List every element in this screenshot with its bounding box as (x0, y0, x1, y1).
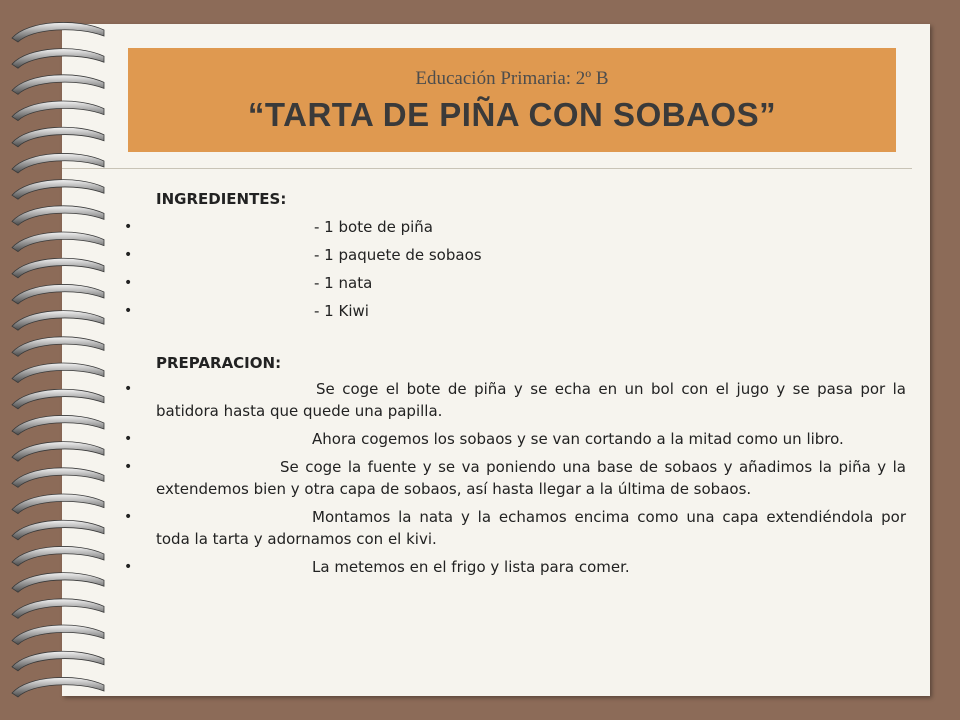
spiral-ring-icon (12, 442, 104, 462)
spiral-ring-icon (12, 284, 104, 304)
class-subtitle: Educación Primaria: 2º B (415, 68, 609, 89)
bullet-icon: • (124, 303, 133, 319)
ingredient-item (124, 272, 906, 294)
spiral-ring-icon (12, 101, 104, 121)
ingredient-text: - 1 Kiwi (314, 302, 369, 320)
spiral-ring-icon (12, 127, 104, 147)
preparation-step (124, 378, 906, 422)
ingredient-item (124, 244, 906, 266)
ingredient-item (124, 216, 906, 238)
spiral-ring-icon (12, 468, 104, 488)
spiral-ring-icon (12, 206, 104, 226)
bullet-icon: • (124, 559, 133, 575)
spiral-ring-icon (12, 232, 104, 252)
step-text: Ahora cogemos los sobaos y se van cortando a la mitad como un libro. (312, 430, 844, 448)
spiral-ring-icon (12, 49, 104, 69)
bullet-icon: • (124, 509, 133, 525)
spiral-ring-icon (12, 651, 104, 671)
ingredient-text: - 1 bote de piña (314, 218, 433, 236)
spiral-ring-icon (12, 337, 104, 357)
bullet-icon: • (124, 275, 133, 291)
spiral-ring-icon (12, 573, 104, 593)
divider-line (62, 168, 912, 169)
spiral-ring-icon (12, 546, 104, 566)
spiral-ring-icon (12, 180, 104, 200)
step-text: La metemos en el frigo y lista para comer. (312, 558, 630, 576)
ingredient-text: - 1 paquete de sobaos (314, 246, 482, 264)
spiral-ring-icon (12, 494, 104, 514)
step-text: Se coge la fuente y se va poniendo una base de sobaos y añadimos la piña y la extendemos bien y otra capa de sobaos, así hasta llegar a la última de sobaos. (156, 458, 906, 498)
recipe-content (124, 188, 906, 578)
preparation-heading: PREPARACION: (156, 354, 282, 372)
spiral-ring-icon (12, 389, 104, 409)
recipe-title: “TARTA DE PIÑA CON SOBAOS” (247, 96, 777, 133)
spiral-ring-icon (12, 677, 104, 697)
bullet-icon: • (124, 247, 133, 263)
preparation-step (124, 428, 906, 450)
ingredients-heading: INGREDIENTES: (156, 190, 287, 208)
spiral-ring-icon (12, 625, 104, 645)
spiral-ring-icon (12, 363, 104, 383)
spiral-ring-icon (12, 22, 104, 42)
step-text: Se coge el bote de piña y se echa en un bol con el jugo y se pasa por la batidora hasta que quede una papilla. (156, 380, 906, 420)
step-text: Montamos la nata y la echamos encima como una capa extendiéndola por toda la tarta y adornamos con el kivi. (156, 508, 906, 548)
bullet-icon: • (124, 219, 133, 235)
preparation-step (124, 456, 906, 500)
ingredient-item (124, 300, 906, 322)
spiral-ring-icon (12, 599, 104, 619)
bullet-icon: • (124, 381, 133, 397)
preparation-step (124, 556, 906, 578)
spiral-ring-icon (12, 75, 104, 95)
title-banner (128, 48, 896, 152)
spiral-binding (8, 14, 118, 704)
spiral-ring-icon (12, 258, 104, 278)
spiral-ring-icon (12, 415, 104, 435)
preparation-step (124, 506, 906, 550)
bullet-icon: • (124, 431, 133, 447)
bullet-icon: • (124, 459, 133, 475)
spiral-ring-icon (12, 311, 104, 331)
ingredient-text: - 1 nata (314, 274, 373, 292)
spiral-ring-icon (12, 520, 104, 540)
spiral-ring-icon (12, 153, 104, 173)
